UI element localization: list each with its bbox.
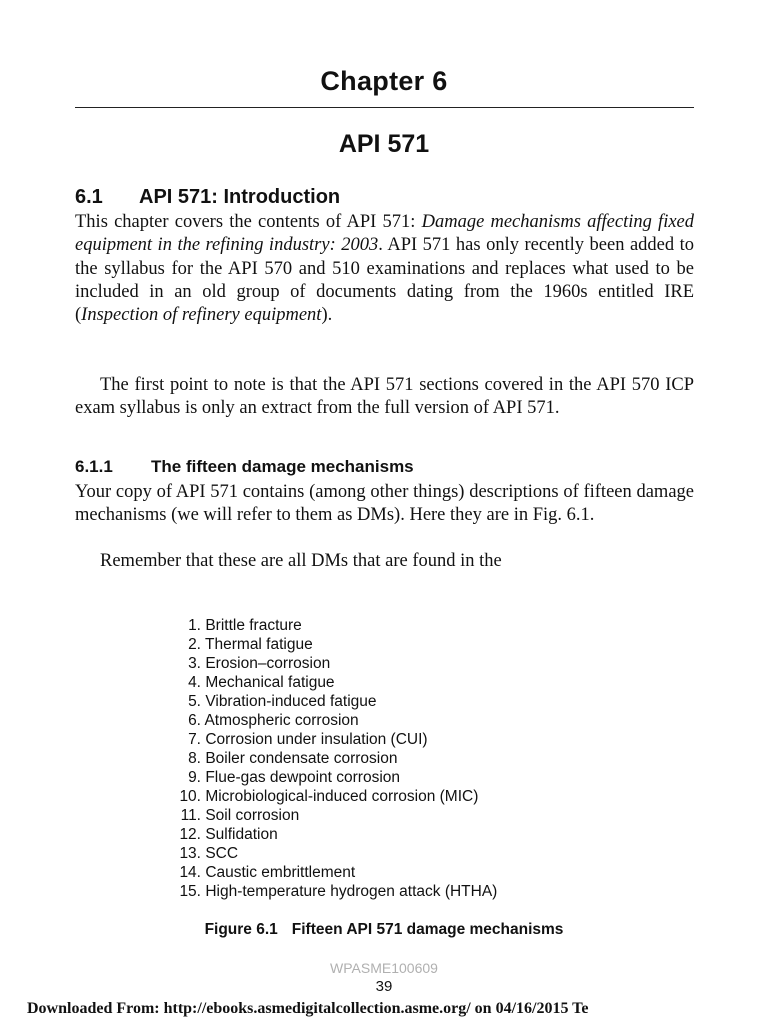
subsection-number: 6.1.1 [75, 457, 113, 476]
list-item-number: 13. [179, 845, 201, 862]
section-heading [75, 186, 340, 209]
list-item-number: 1. [188, 617, 201, 634]
list-item-label: SCC [205, 845, 239, 862]
subsection-heading [75, 457, 414, 477]
list-item-number: 8. [188, 750, 201, 767]
list-item-number: 6. [188, 712, 201, 729]
list-item-number: 2. [188, 636, 201, 653]
list-item-number: 10. [179, 788, 201, 805]
list-item [164, 787, 497, 806]
list-item [164, 673, 497, 692]
figure-caption-text: Fifteen API 571 damage mechanisms [291, 921, 564, 938]
list-item [164, 882, 497, 901]
list-item-number: 7. [188, 731, 201, 748]
list-item-label: Flue-gas dewpoint corrosion [205, 769, 401, 786]
list-item-label: Soil corrosion [205, 807, 300, 824]
intro-text-e: ). [321, 305, 333, 326]
subsection-continuation-paragraph: Remember that these are all DMs that are found in the [100, 551, 502, 571]
list-item-label: Caustic embrittlement [205, 864, 356, 881]
intro-text-c: . API 571 has only recently been added to the syllabus for the API 570 and 510 examinations and replaces what used to be included in an old group of documents dating from the 1960s entitled IRE ( [75, 235, 695, 326]
list-item-number: 5. [188, 693, 201, 710]
list-item-number: 12. [179, 826, 201, 843]
list-item [164, 654, 497, 673]
section-intro-paragraph [75, 211, 694, 327]
list-item [164, 844, 497, 863]
list-item-number: 4. [188, 674, 201, 691]
list-item [164, 863, 497, 882]
list-item-label: Thermal fatigue [205, 636, 313, 653]
list-item [164, 635, 497, 654]
list-item-label: Mechanical fatigue [205, 674, 335, 691]
list-item-number: 3. [188, 655, 201, 672]
list-item [164, 692, 497, 711]
chapter-title: API 571 [338, 130, 430, 158]
list-item [164, 711, 497, 730]
list-item-label: High-temperature hydrogen attack (HTHA) [205, 883, 498, 900]
section-number: 6.1 [75, 186, 103, 208]
intro-document-title: Damage mechanisms affecting fixed equipment in the refining industry: 2003 [75, 212, 695, 256]
figure-caption [0, 921, 768, 939]
damage-mechanism-list [164, 616, 497, 901]
list-item-label: Atmospheric corrosion [204, 712, 359, 729]
page-number: 39 [375, 978, 393, 995]
list-item [164, 806, 497, 825]
intro-text-a: This chapter covers the contents of API 571: [75, 212, 422, 232]
chapter-label: Chapter 6 [320, 66, 448, 96]
intro-ire-title: Inspection of refinery equipment [81, 305, 322, 326]
list-item [164, 730, 497, 749]
figure-label: Figure 6.1 [204, 921, 278, 938]
list-item [164, 768, 497, 787]
list-item-label: Sulfidation [205, 826, 278, 843]
subsection-paragraph: Your copy of API 571 contains (among other things) descriptions of fifteen damage mechanisms (we will refer to them as DMs). Here they are in Fig. 6.1. [75, 482, 694, 526]
list-item [164, 749, 497, 768]
list-item [164, 616, 497, 635]
list-item [164, 825, 497, 844]
list-item-label: Erosion–corrosion [205, 655, 331, 672]
list-item-number: 9. [188, 769, 201, 786]
list-item-label: Corrosion under insulation (CUI) [205, 731, 428, 748]
subsection-title: The fifteen damage mechanisms [151, 457, 414, 476]
section-title: API 571: Introduction [139, 186, 341, 208]
watermark: WPASME100609 [330, 960, 438, 976]
section-note-paragraph: The first point to note is that the API 571 sections covered in the API 570 ICP exam syllabus is only an extract from the full version of API 571. [75, 375, 694, 419]
list-item-label: Microbiological-induced corrosion (MIC) [205, 788, 479, 805]
list-item-number: 14. [179, 864, 201, 881]
list-item-number: 11. [180, 807, 201, 824]
list-item-label: Vibration-induced fatigue [205, 693, 377, 710]
list-item-label: Boiler condensate corrosion [205, 750, 398, 767]
list-item-label: Brittle fracture [205, 617, 302, 634]
chapter-divider [75, 107, 694, 108]
list-item-number: 15. [179, 883, 201, 900]
download-footer: Downloaded From: http://ebooks.asmedigitalcollection.asme.org/ on 04/16/2015 Te [27, 1000, 589, 1017]
